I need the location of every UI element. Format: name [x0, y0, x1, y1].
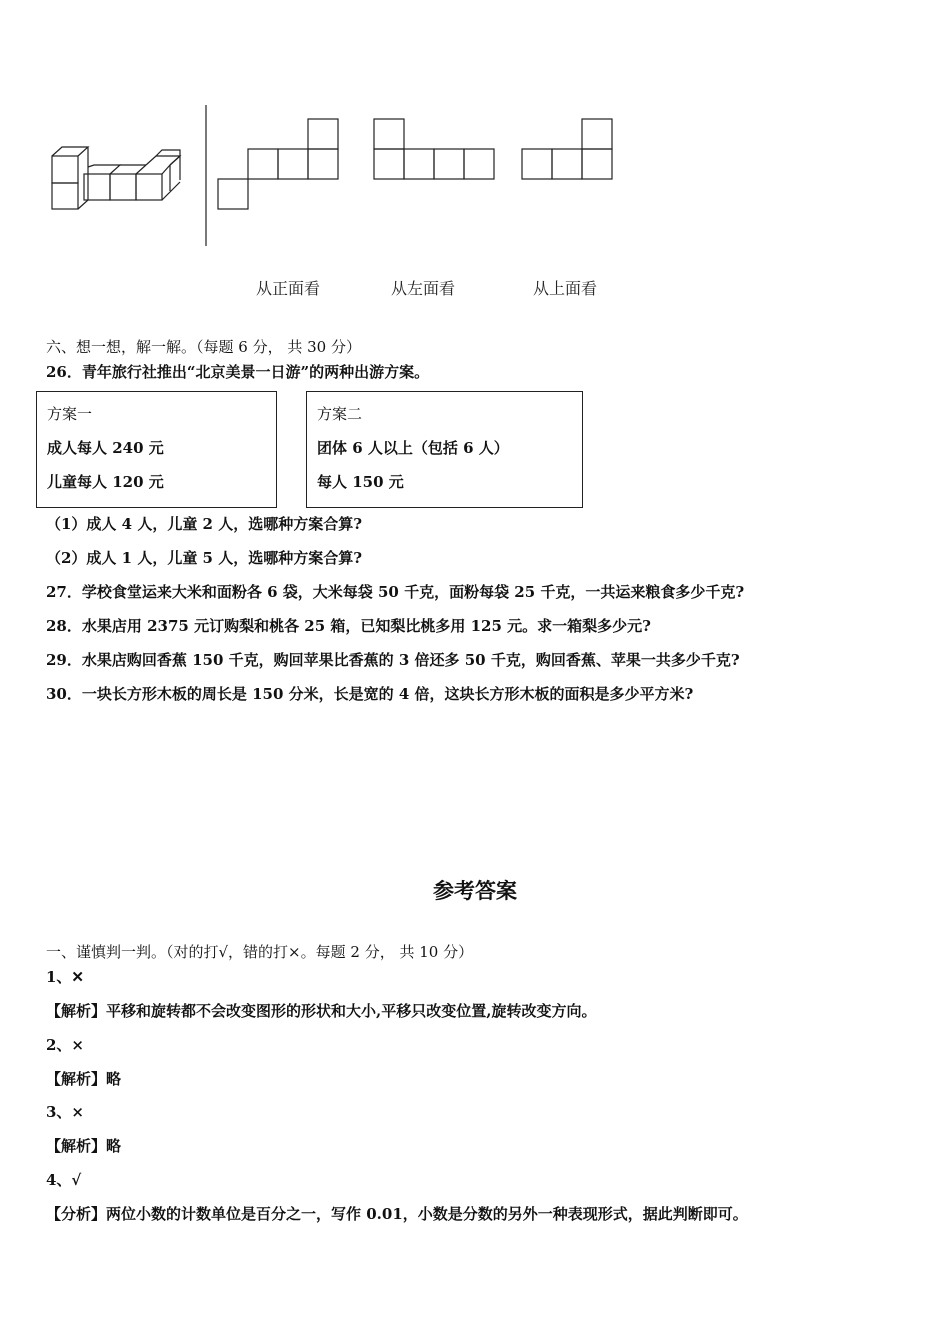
front-view-grid — [218, 119, 338, 209]
question-26: 26．青年旅行社推出“北京美景一日游”的两种出游方案。 — [46, 363, 430, 381]
answer-1: 1、✕ — [46, 968, 85, 986]
cube-views-figure — [40, 100, 660, 260]
label-front-view: 从正面看 — [256, 279, 321, 298]
question-28: 28．水果店用 2375 元订购梨和桃各 25 箱，已知梨比桃多用 125 元。求一箱梨多少元? — [46, 617, 651, 635]
cube-stack-3d — [52, 147, 180, 209]
plan-one-box — [36, 391, 277, 508]
plan-two-price: 每人 150 元 — [317, 473, 404, 491]
left-view-grid — [374, 119, 494, 179]
label-left-view: 从左面看 — [391, 279, 456, 298]
plan-one-title: 方案一 — [47, 405, 93, 423]
plan-one-adult-price: 成人每人 240 元 — [47, 439, 164, 457]
section6-heading: 六、想一想，解一解。（每题 6 分， 共 30 分） — [46, 338, 361, 356]
question-26-part-2: （2）成人 1 人，儿童 5 人，选哪种方案合算? — [46, 549, 362, 567]
question-27: 27．学校食堂运来大米和面粉各 6 袋，大米每袋 50 千克，面粉每袋 25 千克，一共运来粮食多少千克? — [46, 583, 745, 601]
answer-2-note: 【解析】略 — [46, 1070, 122, 1088]
plan-two-group-condition: 团体 6 人以上（包括 6 人） — [317, 439, 509, 457]
plan-one-child-price: 儿童每人 120 元 — [47, 473, 164, 491]
answer-1-note: 【解析】平移和旋转都不会改变图形的形状和大小,平移只改变位置,旋转改变方向。 — [46, 1002, 597, 1020]
question-30: 30．一块长方形木板的周长是 150 分米，长是宽的 4 倍，这块长方形木板的面积是多少平方米? — [46, 685, 694, 703]
label-top-view: 从上面看 — [533, 279, 598, 298]
answers-title: 参考答案 — [433, 879, 517, 903]
answer-4: 4、√ — [46, 1171, 82, 1189]
answer-3-note: 【解析】略 — [46, 1137, 122, 1155]
answer-4-note: 【分析】两位小数的计数单位是百分之一，写作 0.01，小数是分数的另外一种表现形式，据此判断即可。 — [46, 1205, 748, 1223]
answer-3: 3、× — [46, 1103, 85, 1121]
plan-two-title: 方案二 — [317, 405, 363, 423]
answer-2: 2、× — [46, 1036, 85, 1054]
question-26-part-1: （1）成人 4 人，儿童 2 人，选哪种方案合算? — [46, 515, 362, 533]
plan-two-box — [306, 391, 583, 508]
answers-section1-heading: 一、谨慎判一判。（对的打√，错的打×。每题 2 分， 共 10 分） — [46, 943, 474, 961]
question-29: 29．水果店购回香蕉 150 千克，购回苹果比香蕉的 3 倍还多 50 千克，购回香蕉、苹果一共多少千克? — [46, 651, 740, 669]
top-view-grid — [522, 119, 612, 179]
